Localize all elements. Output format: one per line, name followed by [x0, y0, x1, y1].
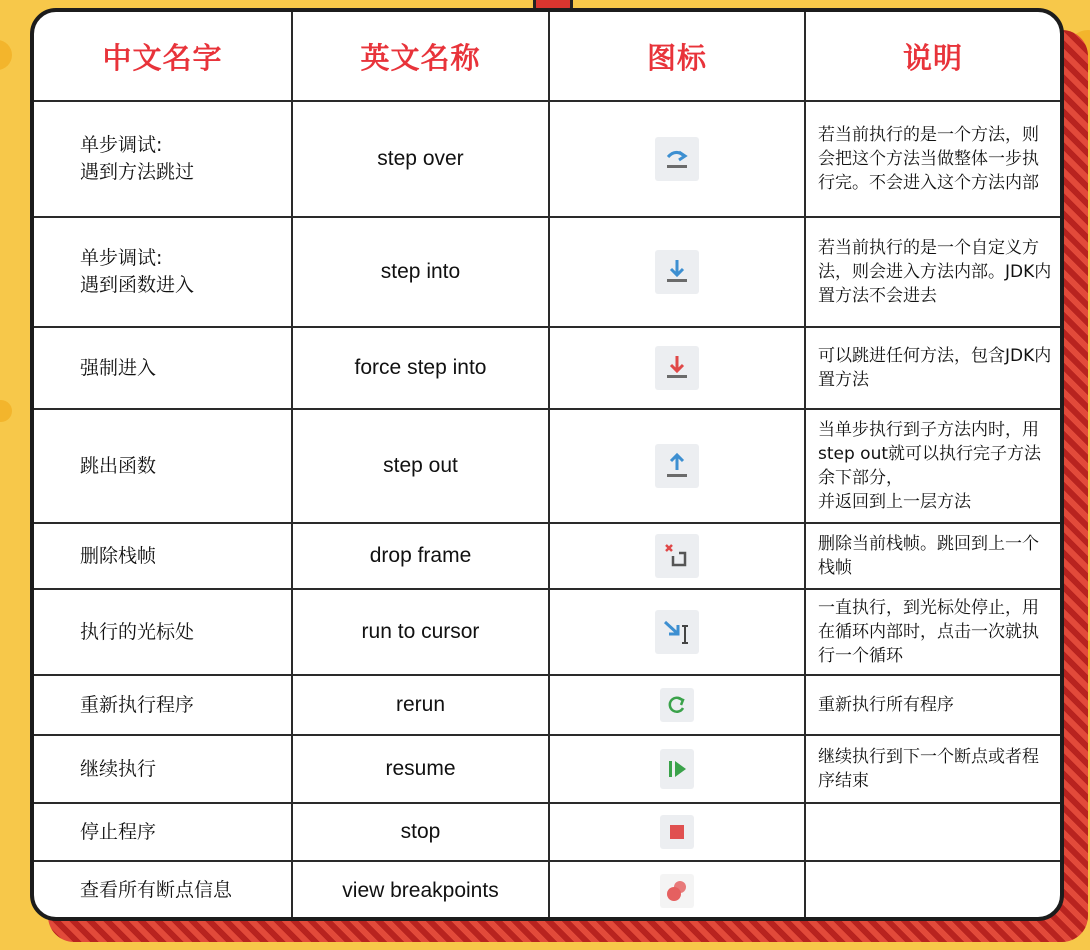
row-chinese-name	[34, 675, 292, 735]
header-description: 说明	[805, 12, 1060, 101]
row-chinese-name	[34, 327, 292, 409]
row-icon-cell	[549, 409, 805, 523]
rerun-icon	[660, 688, 694, 722]
table-row	[34, 803, 1060, 861]
table-row	[34, 589, 1060, 675]
cn-text: 单步调试: 遇到方法跳过	[80, 134, 195, 183]
row-description	[805, 803, 1060, 861]
table-row	[34, 735, 1060, 803]
cn-text: 停止程序	[80, 820, 157, 843]
row-english-name: stop	[292, 803, 549, 861]
cn-text: 执行的光标处	[80, 620, 195, 643]
row-description: 可以跳进任何方法，包含JDK内置方法	[805, 327, 1060, 409]
desc-text: 当单步执行到子方法内时，用step out就可以执行完子方法余下部分， 并返回到上一层方法	[818, 420, 1042, 512]
row-icon-cell	[549, 861, 805, 919]
header-chinese-name: 中文名字	[34, 12, 292, 101]
step-over-icon	[655, 137, 699, 181]
table-row	[34, 327, 1060, 409]
row-icon-cell	[549, 675, 805, 735]
table-row	[34, 409, 1060, 523]
row-english-name: step out	[292, 409, 549, 523]
row-description: 若当前执行的是一个自定义方法，则会进入方法内部。JDK内置方法不会进去	[805, 217, 1060, 327]
row-chinese-name	[34, 735, 292, 803]
row-description: 继续执行到下一个断点或者程序结束	[805, 735, 1060, 803]
row-icon-cell	[549, 523, 805, 589]
row-icon-cell	[549, 589, 805, 675]
debug-table-card	[30, 8, 1064, 921]
row-icon-cell	[549, 803, 805, 861]
background-dot	[0, 400, 12, 422]
row-description: 若当前执行的是一个方法，则会把这个方法当做整体一步执行完。不会进入这个方法内部	[805, 101, 1060, 217]
row-description	[805, 861, 1060, 919]
table-row	[34, 523, 1060, 589]
cn-text: 单步调试: 遇到函数进入	[80, 247, 195, 296]
header-english-name: 英文名称	[292, 12, 549, 101]
row-english-name: run to cursor	[292, 589, 549, 675]
table-row	[34, 217, 1060, 327]
row-english-name: force step into	[292, 327, 549, 409]
row-description: 重新执行所有程序	[805, 675, 1060, 735]
background-dot	[0, 40, 12, 70]
row-description: 删除当前栈帧。跳回到上一个栈帧	[805, 523, 1060, 589]
row-chinese-name	[34, 523, 292, 589]
row-english-name: step over	[292, 101, 549, 217]
row-chinese-name	[34, 217, 292, 327]
stop-icon	[660, 815, 694, 849]
row-english-name: resume	[292, 735, 549, 803]
row-chinese-name	[34, 589, 292, 675]
drop-frame-icon	[655, 534, 699, 578]
row-icon-cell	[549, 735, 805, 803]
resume-icon	[660, 749, 694, 789]
row-english-name: view breakpoints	[292, 861, 549, 919]
force-step-into-icon	[655, 346, 699, 390]
row-icon-cell	[549, 327, 805, 409]
row-icon-cell	[549, 101, 805, 217]
row-english-name: rerun	[292, 675, 549, 735]
run-to-cursor-icon	[655, 610, 699, 654]
cn-text: 跳出函数	[80, 454, 157, 477]
table-row	[34, 101, 1060, 217]
step-into-icon	[655, 250, 699, 294]
row-description: 一直执行，到光标处停止，用在循环内部时，点击一次就执行一个循环	[805, 589, 1060, 675]
debug-buttons-table	[34, 12, 1060, 919]
row-chinese-name	[34, 861, 292, 919]
row-english-name: drop frame	[292, 523, 549, 589]
row-description	[805, 409, 1060, 523]
view-breakpoints-icon	[660, 874, 694, 908]
row-chinese-name	[34, 803, 292, 861]
cn-text: 删除栈帧	[80, 544, 157, 567]
table-row	[34, 861, 1060, 919]
cn-text: 继续执行	[80, 757, 157, 780]
table-header-row	[34, 12, 1060, 101]
cn-text: 查看所有断点信息	[80, 879, 233, 901]
row-english-name: step into	[292, 217, 549, 327]
cn-text: 强制进入	[80, 356, 157, 379]
row-chinese-name	[34, 101, 292, 217]
row-chinese-name	[34, 409, 292, 523]
table-row	[34, 675, 1060, 735]
step-out-icon	[655, 444, 699, 488]
cn-text: 重新执行程序	[80, 693, 195, 716]
header-icon: 图标	[549, 12, 805, 101]
row-icon-cell	[549, 217, 805, 327]
